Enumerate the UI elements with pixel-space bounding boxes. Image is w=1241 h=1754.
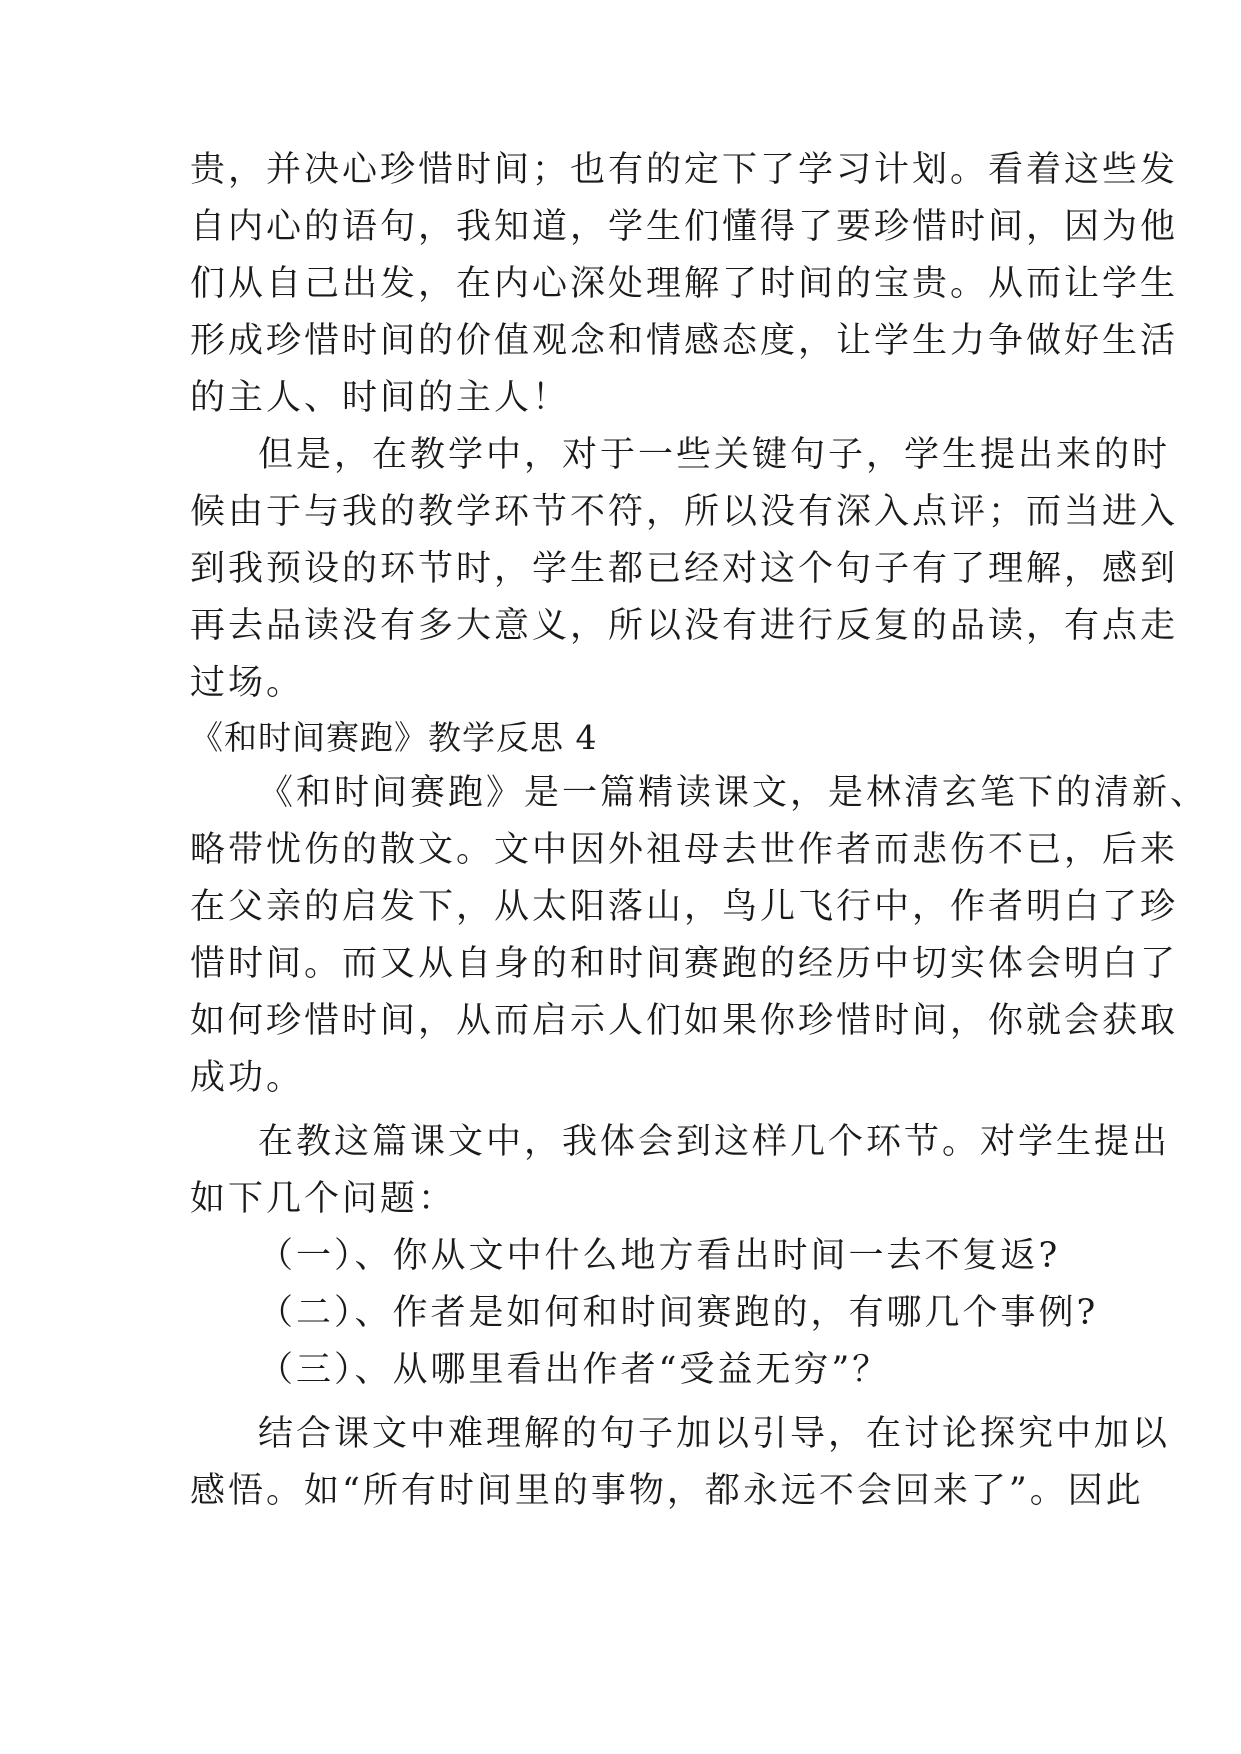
- question-item: （三）、从哪里看出作者“受益无穷”？: [258, 1350, 891, 1390]
- paragraph-line: 结合课文中难理解的句子加以引导，在讨论探究中加以: [258, 1414, 1171, 1454]
- question-item: （一）、你从文中什么地方看出时间一去不复返?: [258, 1236, 1061, 1276]
- paragraph-line: 过场。: [190, 663, 305, 703]
- question-item: （二）、作者是如何和时间赛跑的，有哪几个事例?: [258, 1293, 1099, 1333]
- paragraph-line: 《和时间赛跑》是一篇精读课文，是林清玄笔下的清新、: [258, 773, 1209, 813]
- paragraph-line: 的主人、时间的主人！: [190, 378, 571, 418]
- paragraph-line: 略带忧伤的散文。文中因外祖母去世作者而悲伤不已，后来: [190, 830, 1179, 870]
- paragraph-line: 到我预设的环节时，学生都已经对这个句子有了理解，感到: [190, 549, 1179, 589]
- paragraph-line: 在父亲的启发下，从太阳落山，鸟儿飞行中，作者明白了珍: [190, 887, 1179, 927]
- paragraph-line: 但是，在教学中，对于一些关键句子，学生提出来的时: [258, 435, 1171, 475]
- paragraph-line: 惜时间。而又从自身的和时间赛跑的经历中切实体会明白了: [190, 944, 1179, 984]
- paragraph-line: 成功。: [190, 1058, 305, 1098]
- paragraph-line: 再去品读没有多大意义，所以没有进行反复的品读，有点走: [190, 606, 1179, 646]
- paragraph-line: 自内心的语句，我知道，学生们懂得了要珍惜时间，因为他: [190, 207, 1179, 247]
- paragraph-line: 如何珍惜时间，从而启示人们如果你珍惜时间，你就会获取: [190, 1001, 1179, 1041]
- paragraph-line: 在教这篇课文中，我体会到这样几个环节。对学生提出: [258, 1122, 1171, 1162]
- paragraph-line: 形成珍惜时间的价值观念和情感态度，让学生力争做好生活: [190, 321, 1179, 361]
- paragraph-line: 感悟。如“所有时间里的事物，都永远不会回来了”。因此: [190, 1471, 1144, 1511]
- paragraph-line: 如下几个问题：: [190, 1179, 457, 1219]
- paragraph-line: 候由于与我的教学环节不符，所以没有深入点评；而当进入: [190, 492, 1179, 532]
- section-heading: 《和时间赛跑》教学反思 4: [190, 718, 598, 757]
- paragraph-line: 贵，并决心珍惜时间；也有的定下了学习计划。看着这些发: [190, 150, 1179, 190]
- paragraph-line: 们从自己出发，在内心深处理解了时间的宝贵。从而让学生: [190, 264, 1179, 304]
